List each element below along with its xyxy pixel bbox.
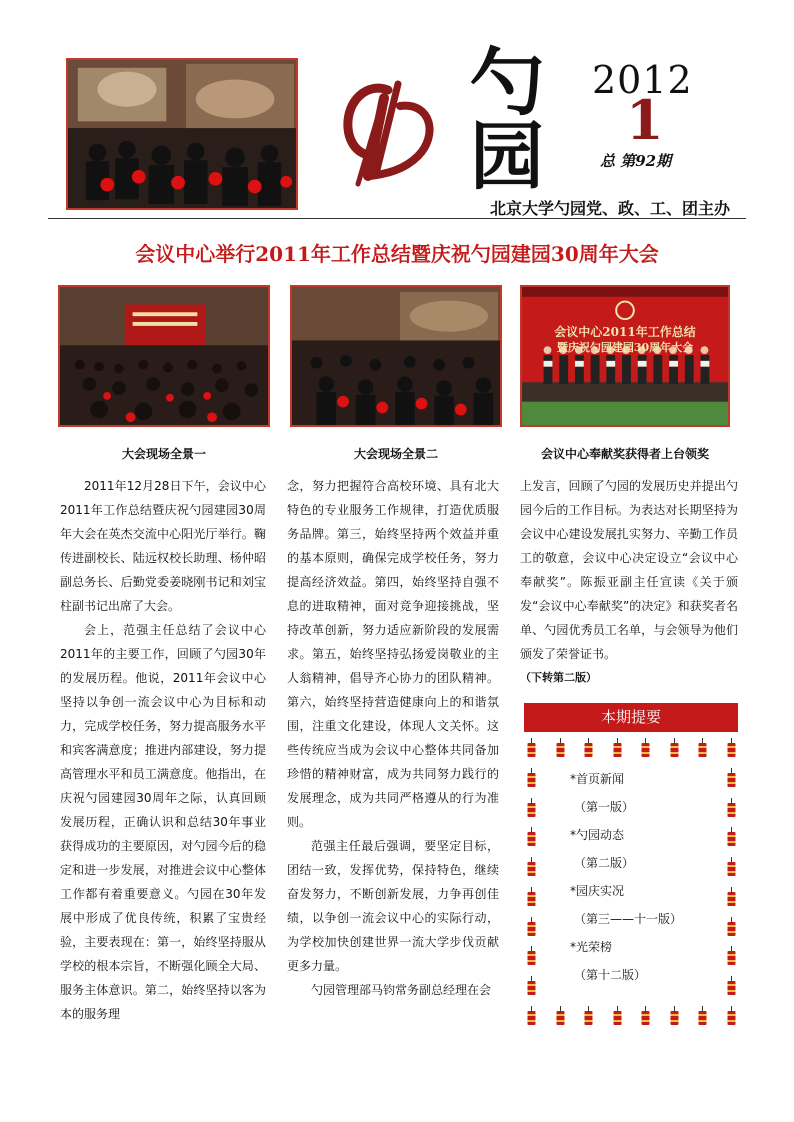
caption-photo-1: 大会现场全景一	[121, 447, 206, 461]
firecracker-icon	[555, 1006, 566, 1026]
firecracker-icon	[640, 1006, 651, 1026]
firecracker-icon	[612, 1006, 623, 1026]
stage-banner-line-1: 会议中心2011年工作总结	[554, 325, 696, 339]
article-paragraph: 范强主任最后强调，要坚定目标，团结一致，发挥优势，保持特色，继续奋发努力，不断创新发展，力争再创佳绩，以争创一流会议中心的实际行动，为学校加快创建世界一流大学步伐贡献更多力量。	[287, 839, 499, 973]
toc-item-shaoyuan-news[interactable]: *勺园动态	[570, 828, 625, 842]
firecracker-icon	[612, 738, 623, 758]
contents-box-title: 本期提要	[524, 703, 738, 732]
caption-photo-2: 大会现场全景二	[353, 447, 438, 461]
firecracker-icon	[726, 798, 737, 818]
firecracker-icon	[555, 738, 566, 758]
stage-banner-line-2: 暨庆祝勺园建园30周年大会	[556, 341, 694, 354]
article-paragraph: 上发言，回顾了勺园的发展历史并提出勺园今后的工作目标。为表达对长期坚持为会议中心建设发展扎实努力、辛勤工作员工的敬意，会议中心决定设立“会议中心奉献奖”。陈振亚副主任宣读《关于颁发“会议中心奉献奖”的决定》和获奖者名单、勺园优秀员工名单，与会领导为他们颁发了荣誉证书。	[520, 479, 738, 661]
firecracker-icon	[640, 738, 651, 758]
toc-item-anniversary[interactable]: *园庆实况	[570, 884, 625, 898]
toc-item-honor-roll[interactable]: *光荣榜	[570, 940, 613, 954]
photo-hall-wide	[58, 285, 270, 427]
firecracker-icon	[526, 768, 537, 788]
total-issue: 总 第92期	[600, 152, 672, 170]
firecracker-icon	[726, 827, 737, 847]
firecracker-icon	[583, 1006, 594, 1026]
firecracker-icon	[726, 917, 737, 937]
firecracker-icon	[726, 887, 737, 907]
firecracker-icon	[697, 1006, 708, 1026]
firecracker-icon	[726, 946, 737, 966]
firecracker-icon	[526, 738, 537, 758]
firecracker-icon	[526, 946, 537, 966]
continue-note: （下转第二版）	[520, 671, 597, 684]
caption-photo-3: 会议中心奉献奖获得者上台领奖	[540, 447, 709, 461]
masthead-photo	[66, 58, 298, 210]
firecracker-icon	[526, 1006, 537, 1026]
firecracker-icon	[526, 976, 537, 996]
firecracker-icon	[669, 1006, 680, 1026]
firecracker-icon	[583, 738, 594, 758]
firecracker-icon	[726, 857, 737, 877]
firecracker-icon	[526, 827, 537, 847]
toc-item-page-1: （第一版）	[574, 800, 635, 814]
sponsor-line: 北京大学勺园党、政、工、团主办	[490, 199, 731, 218]
masthead-title-char-1: 勺	[470, 40, 544, 126]
masthead-divider	[48, 218, 746, 219]
firecracker-icon	[726, 1006, 737, 1026]
firecracker-icon	[526, 917, 537, 937]
article-paragraph: 2011年12月28日下午，会议中心2011年工作总结暨庆祝勺园建园30周年大会在英杰交流中心阳光厅举行。鞠传进副校长、陆远权校长助理、杨仲昭副总务长、后勤党委姜晓刚书记和刘宝柱副书记出席了大会。	[60, 479, 266, 613]
issue-year: 2012	[592, 58, 693, 102]
toc-item-front-news[interactable]: *首页新闻	[570, 772, 625, 786]
photo-award-stage	[520, 285, 730, 427]
firecracker-icon	[526, 887, 537, 907]
firecracker-icon	[669, 738, 680, 758]
toc-item-page-2: （第二版）	[574, 856, 635, 870]
article-column-3	[520, 474, 738, 690]
headline: 会议中心举行2011年工作总结暨庆祝勺园建园30周年大会	[135, 242, 659, 266]
shaoyuan-logo	[340, 76, 440, 188]
article-paragraph: 会上，范强主任总结了会议中心2011年的主要工作，回顾了勺园30年的发展历程。他说，2011年会议中心坚持以争创一流会议中心为目标和动力，完成学校任务，努力提高服务水平和宾客满意度；推进内部建设，努力提高管理水平和员工满意度。他指出，在庆祝勺园建园30周年之际，认真回顾发展历程，正确认识和总结30年事业获得成功的主要原因，对勺园今后的稳定和进一步发展，对推进会议中心整体工作都有着重要意义。勺园在30年发展中形成了优良传统，积累了宝贵经验，主要表现在：第一，始终坚持服从学校的根本宗旨，不断强化顾全大局、服务主体意识。第二，始终坚持以客为本的服务理	[60, 623, 266, 1021]
firecracker-icon	[697, 738, 708, 758]
firecracker-icon	[726, 976, 737, 996]
article-paragraph: 勺园管理部马钧常务副总经理在会	[311, 983, 492, 997]
contents-box	[524, 732, 738, 1028]
photo-hall-audience	[290, 285, 502, 427]
firecracker-icon	[726, 738, 737, 758]
issue-number: 1	[626, 88, 664, 152]
article-column-1	[60, 474, 266, 1026]
firecracker-icon	[526, 798, 537, 818]
toc-item-page-12: （第十二版）	[574, 968, 647, 982]
firecracker-icon	[526, 857, 537, 877]
article-paragraph: 念，努力把握符合高校环境、具有北大特色的专业服务工作规律，打造优质服务品牌。第三，始终坚持两个效益并重的基本原则，确保完成学校任务，努力提高经济效益。第四，始终坚持自强不息的进取精神，面对竞争迎接挑战，坚持改革创新，努力适应新阶段的发展需求。第五，始终坚持弘扬爱岗敬业的主人翁精神，倡导齐心协力的团队精神。第六，始终坚持营造健康向上的和谐氛围，注重文化建设，体现人文关怀。这些传统应当成为会议中心整体共同备加珍惜的精神财富，成为共同努力践行的发展理念，成为共同严格遵从的行为准则。	[287, 479, 499, 829]
toc-item-page-3-11: （第三——十一版）	[574, 912, 683, 926]
masthead-title-char-2: 园	[470, 114, 544, 200]
article-column-2	[287, 474, 499, 1002]
firecracker-icon	[726, 768, 737, 788]
